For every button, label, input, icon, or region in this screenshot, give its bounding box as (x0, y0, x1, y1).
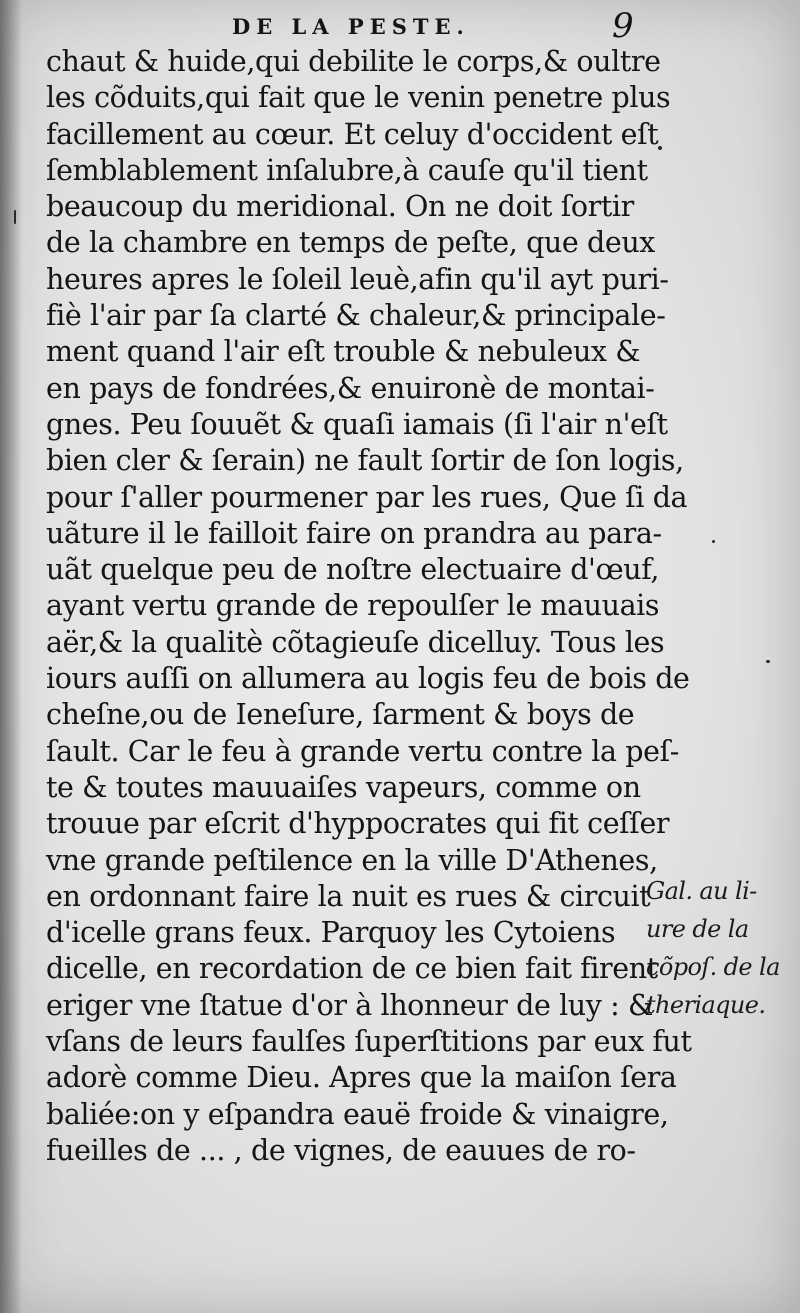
text-line: dicelle, en recordation de ce bien fait firent (46, 952, 658, 986)
text-line: cheſne,ou de Ieneſure, ſarment & boys de (46, 698, 635, 732)
margin-note-line: ure de la (646, 915, 749, 943)
text-line: te & toutes mauuaiſes vapeurs, comme on (46, 770, 641, 804)
text-line: d'icelle grans feux. Parquoy les Cytoiens (46, 916, 616, 950)
text-line: ayant vertu grande de repoulſer le mauuais (46, 589, 660, 623)
text-line: heures apres le ſoleil leuè,afin qu'il ayt puri- (46, 262, 669, 296)
text-line: bien cler & ſerain) ne fault ſortir de ſon logis, (46, 444, 684, 478)
text-line: chaut & huide,qui debilite le corps,& oultre (46, 45, 661, 78)
text-line: vſans de leurs faulſes ſuperſtitions par eux fut (46, 1025, 692, 1059)
text-line: adorè comme Dieu. Apres que la maiſon ſera (46, 1061, 677, 1095)
text-line: beaucoup du meridional. On ne doit ſortir (46, 190, 634, 224)
text-line: en ordonnant faire la nuit es rues & circuit (46, 879, 651, 913)
ink-speck (14, 210, 16, 224)
running-head: DE LA PESTE. (232, 14, 470, 39)
text-line: de la chambre en temps de peſte, que deux (46, 226, 655, 260)
text-line: vne grande peſtilence en la ville D'Athenes, (46, 843, 658, 877)
text-line: fueilles de ... , de vignes, de eauues de ro- (46, 1133, 636, 1167)
text-line: iours auſſi on allumera au logis feu de bois de (46, 662, 690, 696)
text-line: aër,& la qualitè cõtagieuſe dicelluy. Tous les (46, 625, 665, 659)
margin-note-line: Gal. au li- (646, 877, 757, 905)
margin-note-line: cõpoſ. de la (646, 953, 780, 981)
text-line: ſault. Car le feu à grande vertu contre la peſ- (46, 734, 679, 768)
page-gutter-shadow (0, 0, 22, 1313)
margin-note-line: theriaque. (646, 991, 766, 1019)
text-line: ſemblablement inſalubre,à cauſe qu'il tient (46, 153, 648, 187)
text-line: baliée:on y eſpandra eauë froide & vinaigre, (46, 1097, 669, 1131)
ink-speck (712, 540, 715, 543)
body-text (46, 44, 692, 1169)
text-line: uãture il le failloit faire on prandra au para- (46, 516, 662, 550)
ink-speck (766, 660, 770, 663)
text-line: facillement au cœur. Et celuy d'occident eſt (46, 117, 659, 151)
ink-speck (658, 146, 662, 150)
text-line: en pays de fondrées,& enuironè de montai- (46, 371, 655, 405)
text-line: uãt quelque peu de noſtre electuaire d'œuf, (46, 553, 660, 587)
text-line: les cõduits,qui fait que le venin penetre plus (46, 81, 671, 115)
marginal-note (646, 872, 796, 1024)
text-line: ment quand l'air eſt trouble & nebuleux & (46, 335, 641, 369)
text-line: eriger vne ſtatue d'or à lhonneur de luy : & (46, 988, 653, 1022)
text-line: pour ſ'aller pourmener par les rues, Que ſi da (46, 480, 688, 514)
text-line: fiè l'air par ſa clarté & chaleur,& principale- (46, 299, 666, 333)
text-line: gnes. Peu ſouuẽt & quaſi iamais (ſi l'air n'eſt (46, 407, 668, 441)
page-number: 9 (612, 6, 634, 46)
text-line: trouue par eſcrit d'hyppocrates qui fit ceſſer (46, 807, 670, 841)
